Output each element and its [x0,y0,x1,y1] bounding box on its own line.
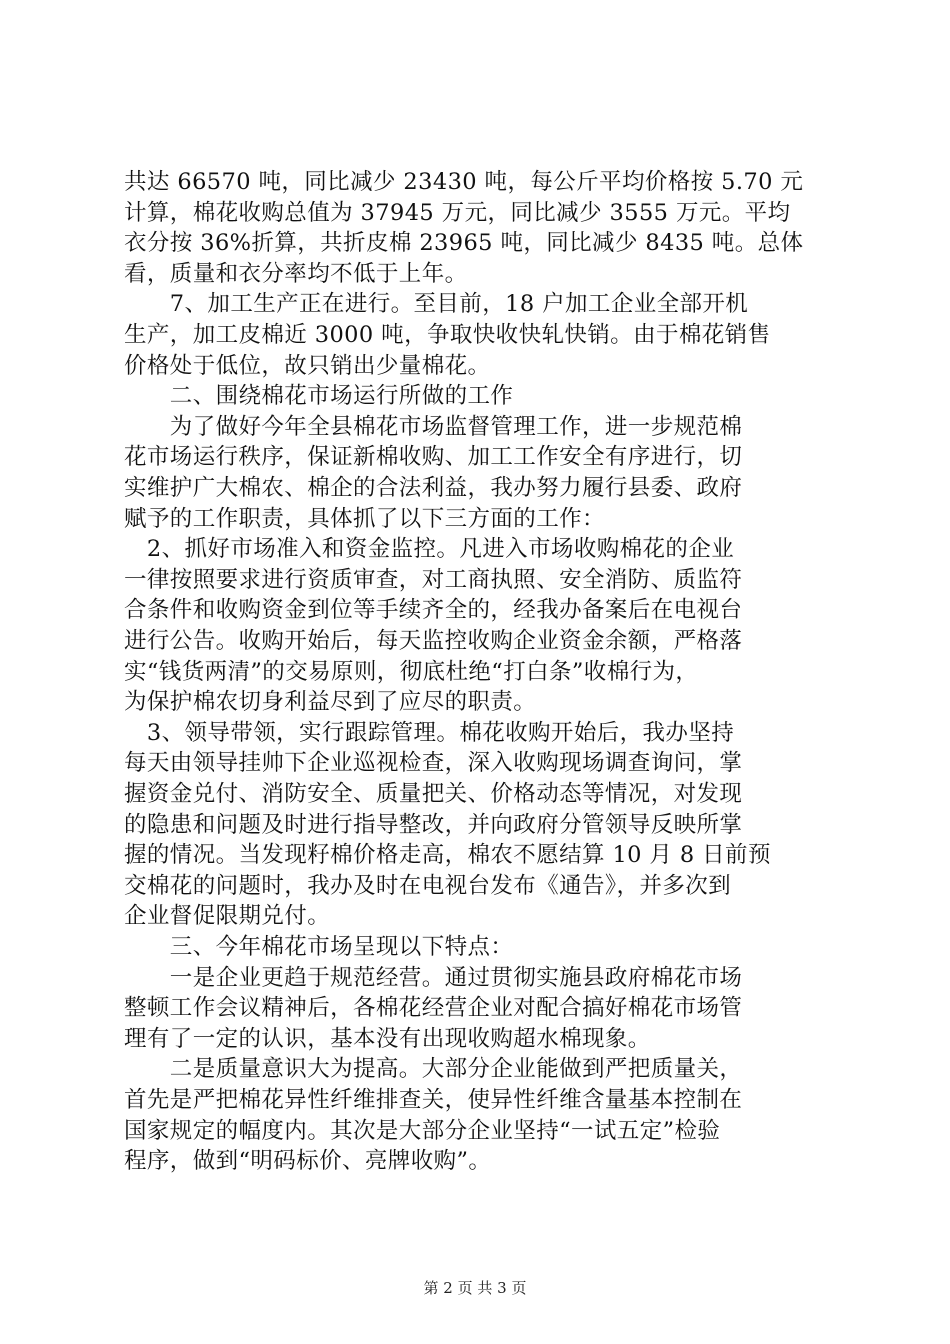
text-line: 首先是严把棉花异性纤维排查关，使异性纤维含量基本控制在 [124,1087,743,1113]
text-line: 二是质量意识大为提高。大部分企业能做到严把质量关， [124,1056,743,1083]
text-line: 花市场运行秩序，保证新棉收购、加工工作安全有序进行，切 [124,444,743,471]
text-line: 握资金兑付、消防安全、质量把关、价格动态等情况，对发现 [124,781,743,807]
text-line: 进行公告。收购开始后，每天监控收购企业资金余额，严格落 [124,628,743,654]
text-line: 每天由领导挂帅下企业巡视检查，深入收购现场调查询问，掌 [124,750,743,777]
text-line: 整顿工作会议精神后，各棉花经营企业对配合搞好棉花市场管 [124,995,743,1022]
text-line: 2、抓好市场准入和资金监控。凡进入市场收购棉花的企业 [124,536,735,563]
text-line: 三、今年棉花市场呈现以下特点： [124,934,514,960]
text-line: 为保护棉农切身利益尽到了应尽的职责。 [124,689,537,716]
text-line: 为了做好今年全县棉花市场监督管理工作，进一步规范棉 [124,413,743,440]
text-line: 国家规定的幅度内。其次是大部分企业坚持“一试五定”检验 [124,1117,721,1144]
text-line: 二、围绕棉花市场运行所做的工作 [124,383,514,410]
text-line: 看，质量和衣分率均不低于上年。 [124,260,468,287]
text-line: 价格处于低位，故只销出少量棉花。 [124,352,491,379]
text-line: 生产，加工皮棉近 3000 吨，争取快收快轧快销。由于棉花销售 [124,322,771,348]
text-line: 衣分按 36%折算，共折皮棉 23965 吨，同比减少 8435 吨。总体 [124,230,804,257]
text-line: 共达 66570 吨，同比减少 23430 吨，每公斤平均价格按 5.70 元 [124,169,804,195]
page-footer: 第 2 页 共 3 页 [423,1279,527,1297]
text-line: 7、加工生产正在进行。至目前，18 户加工企业全部开机 [124,291,749,318]
text-line: 理有了一定的认识，基本没有出现收购超水棉现象。 [124,1025,651,1052]
text-line: 实“钱货两清”的交易原则，彻底杜绝“打白条”收棉行为， [124,658,699,685]
text-line: 一是企业更趋于规范经营。通过贯彻实施县政府棉花市场 [124,964,743,991]
text-line: 交棉花的问题时，我办及时在电视台发布《通告》，并多次到 [124,872,732,899]
text-line: 程序，做到“明码标价、亮牌收购”。 [124,1148,492,1175]
text-line: 合条件和收购资金到位等手续齐全的，经我办备案后在电视台 [124,597,743,624]
text-line: 的隐患和问题及时进行指导整改，并向政府分管领导反映所掌 [124,811,743,838]
text-line: 实维护广大棉农、棉企的合法利益，我办努力履行县委、政府 [124,475,743,501]
text-line: 握的情况。当发现籽棉价格走高，棉农不愿结算 10 月 8 日前预 [124,842,771,869]
text-line: 计算，棉花收购总值为 37945 万元，同比减少 3555 万元。平均 [124,199,791,226]
text-line: 一律按照要求进行资质审查，对工商执照、安全消防、质监符 [124,566,743,593]
text-line: 企业督促限期兑付。 [124,903,331,930]
text-line: 3、领导带领，实行跟踪管理。棉花收购开始后，我办坚持 [124,719,735,746]
text-line: 赋予的工作职责，具体抓了以下三方面的工作： [124,505,605,532]
